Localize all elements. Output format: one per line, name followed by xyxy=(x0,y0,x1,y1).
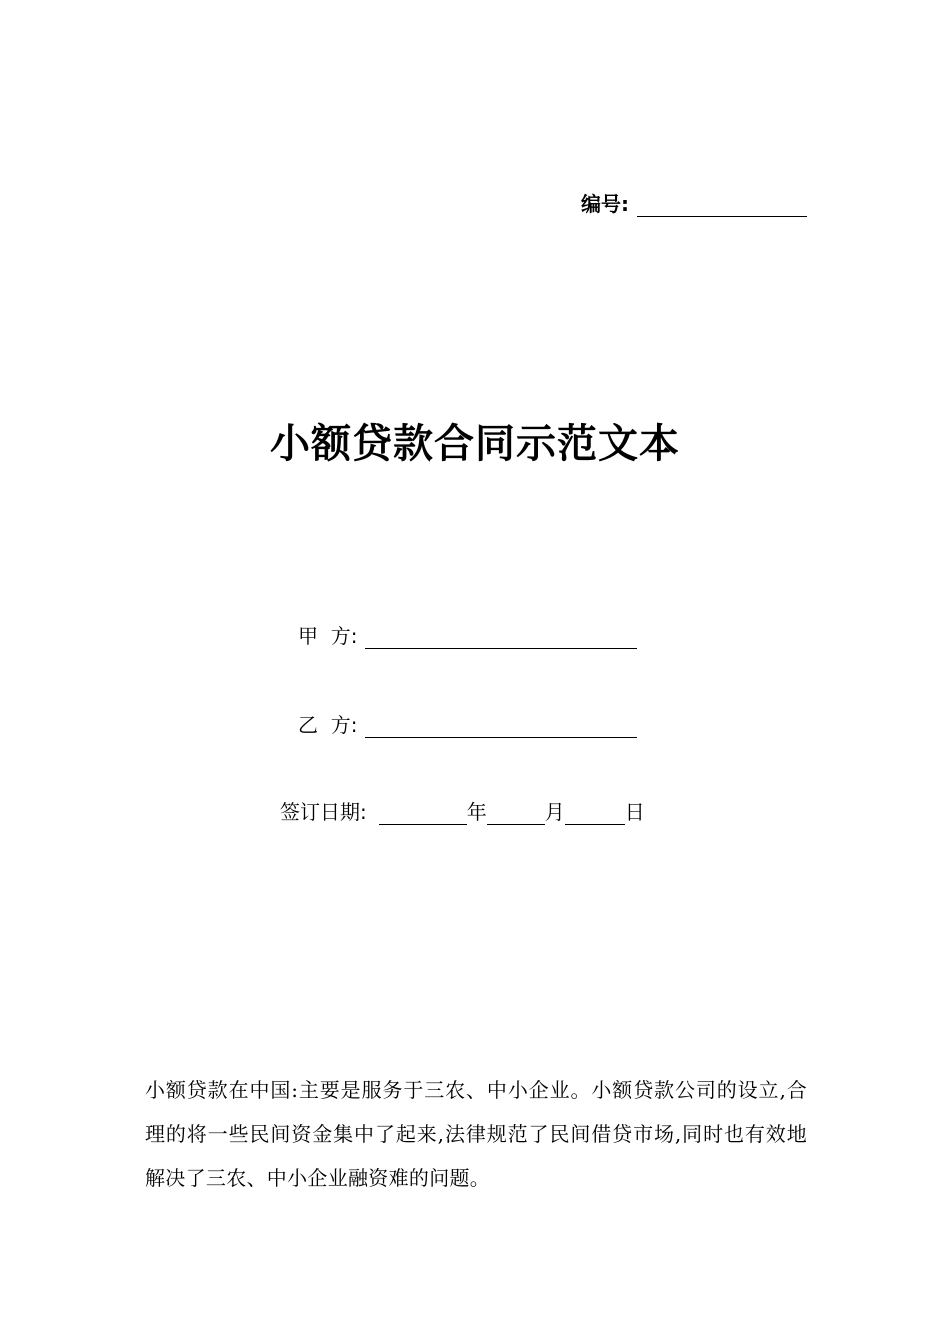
year-unit: 年 xyxy=(466,800,487,824)
month-blank xyxy=(487,804,545,825)
serial-number-label: 编号: xyxy=(581,192,629,216)
sign-date-label: 签订日期: xyxy=(280,800,367,824)
day-blank xyxy=(565,804,625,825)
intro-paragraph: 小额贷款在中国:主要是服务于三农、中小企业。小额贷款公司的设立,合理的将一些民间资金集中了起来,法律规范了民间借贷市场,同时也有效地解决了三农、中小企业融资难的问题。 xyxy=(145,1078,807,1190)
serial-number-row xyxy=(581,188,807,217)
day-unit: 日 xyxy=(624,800,645,824)
serial-number-blank xyxy=(637,194,807,217)
sign-date-row xyxy=(280,796,645,825)
party-a-blank xyxy=(365,628,637,649)
party-a-row xyxy=(298,620,637,649)
year-blank xyxy=(379,804,467,825)
party-b-blank xyxy=(365,717,637,738)
party-b-row xyxy=(298,709,637,738)
party-a-label: 甲 方: xyxy=(298,624,358,648)
document-title: 小额贷款合同示范文本 xyxy=(270,421,680,467)
month-unit: 月 xyxy=(544,800,565,824)
party-b-label: 乙 方: xyxy=(298,713,358,737)
